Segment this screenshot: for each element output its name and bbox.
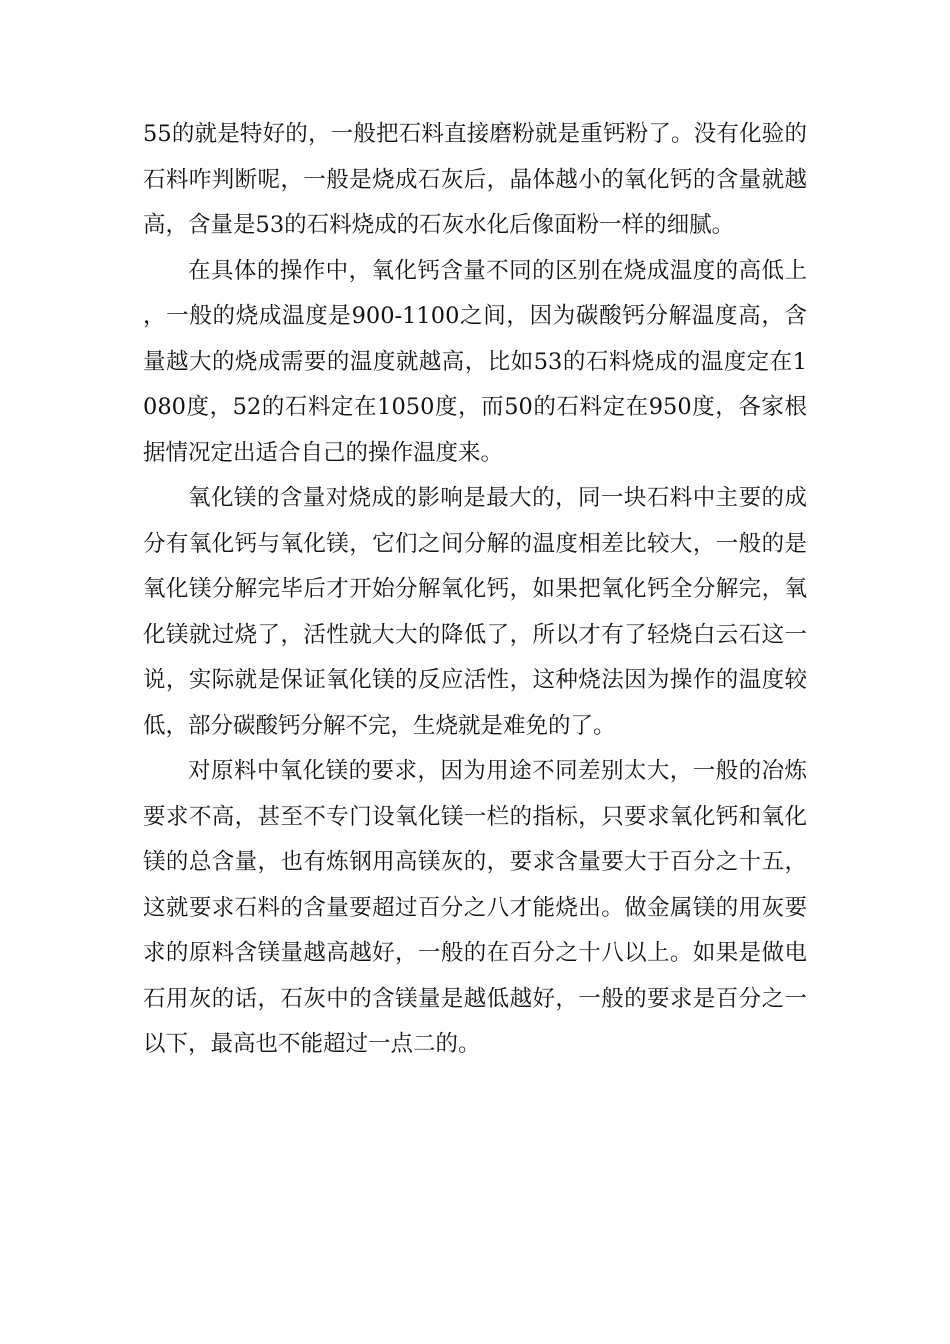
document-body	[143, 112, 807, 1068]
paragraph-magnesium-requirements: 对原料中氧化镁的要求，因为用途不同差别太大，一般的冶炼要求不高，甚至不专门设氧化镁一栏的指标，只要求氧化钙和氧化镁的总含量，也有炼钢用高镁灰的，要求含量要大于百分之十五，这就要求石料的含量要超过百分之八才能烧出。做金属镁的用灰要求的原料含镁量越高越好，一般的在百分之十八以上。如果是做电石用灰的话，石灰中的含镁量是越低越好，一般的要求是百分之一以下，最高也不能超过一点二的。	[143, 758, 807, 1057]
paragraph-magnesium-oxide-effect: 氧化镁的含量对烧成的影响是最大的，同一块石料中主要的成分有氧化钙与氧化镁，它们之间分解的温度相差比较大，一般的是氧化镁分解完毕后才开始分解氧化钙，如果把氧化钙全分解完，氧化镁就过烧了，活性就大大的降低了，所以才有了轻烧白云石这一说，实际就是保证氧化镁的反应活性，这种烧法因为操作的温度较低，部分碳酸钙分解不完，生烧就是难免的了。	[143, 485, 807, 739]
paragraph-continuation: 55的就是特好的，一般把石料直接磨粉就是重钙粉了。没有化验的石料咋判断呢，一般是烧成石灰后，晶体越小的氧化钙的含量就越高，含量是53的石料烧成的石灰水化后像面粉一样的细腻。	[143, 121, 807, 238]
paragraph-calcination-temperature: 在具体的操作中，氧化钙含量不同的区别在烧成温度的高低上，一般的烧成温度是900-1100之间，因为碳酸钙分解温度高，含量越大的烧成需要的温度就越高，比如53的石料烧成的温度定在1080度，52的石料定在1050度，而50的石料定在950度，各家根据情况定出适合自己的操作温度来。	[143, 257, 807, 466]
